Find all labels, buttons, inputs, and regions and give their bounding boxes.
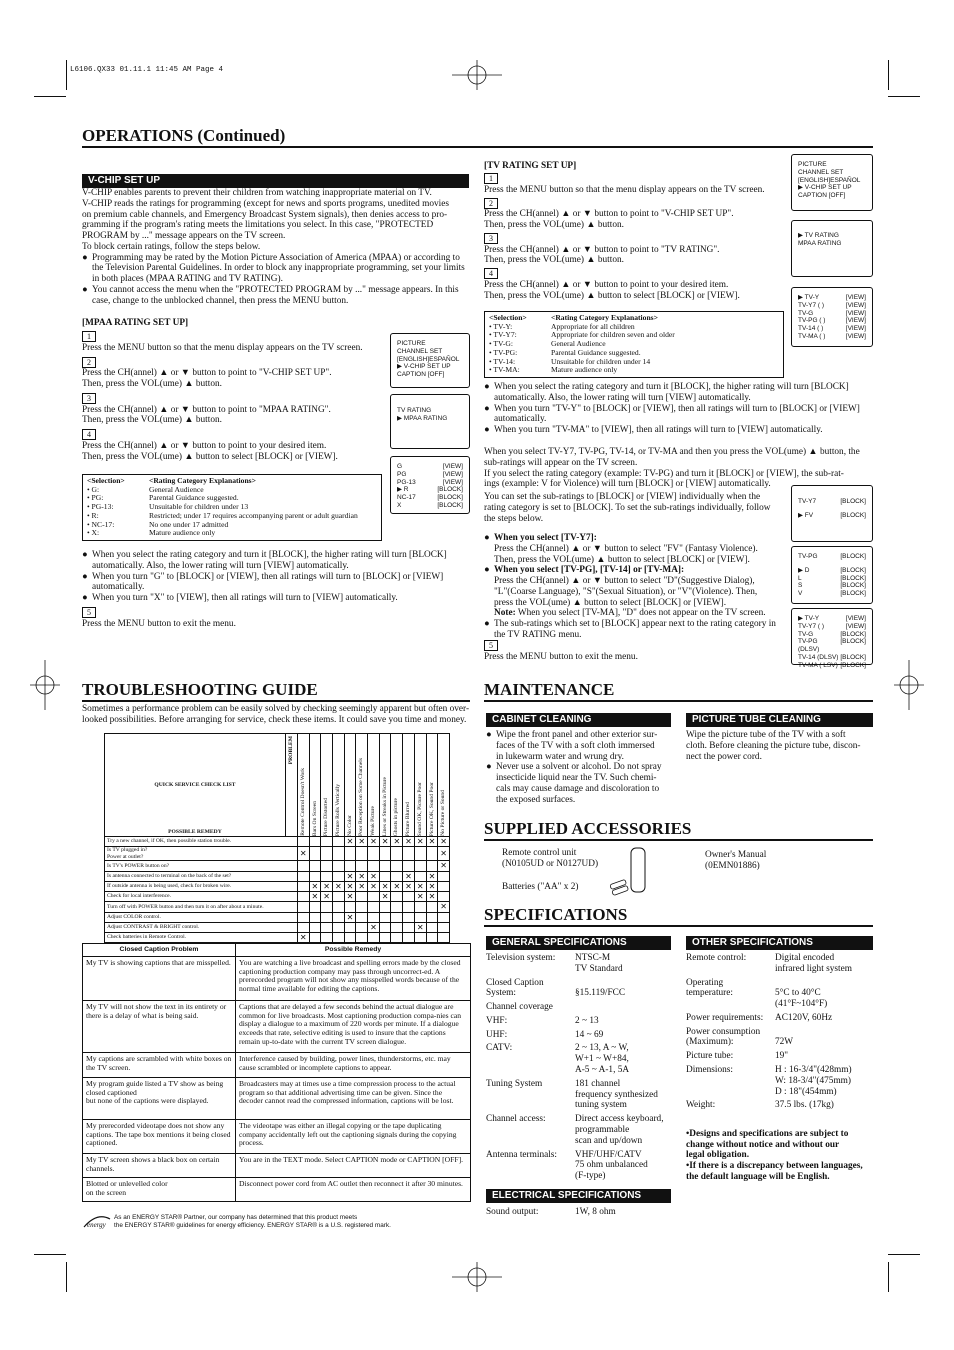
mpaa-rating-screen: TV RATING ▶ MPAA RATING bbox=[390, 394, 470, 449]
table-row bbox=[105, 933, 450, 943]
check-mark-cell bbox=[414, 871, 426, 881]
check-mark-cell bbox=[426, 861, 438, 871]
remedy-cell: Adjust CONTRAST & BRIGHT control. bbox=[105, 922, 298, 932]
check-mark-cell bbox=[297, 922, 309, 932]
check-mark-cell: ✕ bbox=[297, 933, 309, 943]
remedy-cell: Is antenna connected to terminal on the back of the set? bbox=[105, 871, 298, 881]
tv-y7-screen: TV-Y7 [BLOCK] ▶ FV [BLOCK] bbox=[791, 485, 873, 542]
check-mark-cell bbox=[332, 902, 344, 912]
tv-sub-steps: ● When you select [TV-Y7]: Press the CH(annel) ▲ or ▼ button to select "FV" (Fantasy Violence). Then, press the VOL(ume) ▲ button to select [BLOCK] or [VIEW]. ● When you select [TV-PG], [TV-14] or [TV-MA]: Press the CH(annel) ▲ or ▼ button to select "D"(Suggestive Dialog), "L"(Coarse Language), "S"(Sexual Situation), or "V"(Violence). Then, press the VOL(ume) ▲ button to select [BLOCK] or [VIEW]. Note: When you select [TV-MA], "D" does not appear on the TV screen. ● The sub-ratings which set to [BLOCK] appear next to the rating category in the TV RATING menu. bbox=[484, 533, 789, 641]
check-mark-cell: ✕ bbox=[356, 871, 368, 881]
problem-column-header: No Color bbox=[344, 734, 356, 837]
mpaa-selection-table: <Selection> <Rating Category Explanations> • G: General Audience • PG: Parental Guidance suggested. • PG-13: Unsuitable for children under 13 • R: Restricted; under 17 requires accompanying parent or adult guardian • NC-17: No one under 17 admitted • X: Mature audience only bbox=[82, 474, 382, 541]
tv-rating-screen: ▶ TV RATING MPAA RATING bbox=[791, 220, 873, 277]
check-mark-cell bbox=[344, 847, 356, 861]
check-mark-cell bbox=[321, 912, 333, 922]
mpaa-steps bbox=[82, 331, 382, 463]
check-mark-cell bbox=[332, 922, 344, 932]
svg-text:energy: energy bbox=[87, 1221, 106, 1229]
operations-title: OPERATIONS (Continued) bbox=[82, 126, 286, 145]
check-mark-cell bbox=[332, 847, 344, 861]
check-mark-cell bbox=[297, 871, 309, 881]
table-row bbox=[105, 902, 450, 912]
check-mark-cell bbox=[438, 881, 450, 891]
check-mark-cell bbox=[379, 933, 391, 943]
check-mark-cell bbox=[297, 912, 309, 922]
check-mark-cell: ✕ bbox=[332, 881, 344, 891]
step-item: 2 Press the CH(annel) ▲ or ▼ button to point to "V-CHIP SET UP". Then, press the VOL(ume) ▲ button. bbox=[82, 357, 332, 390]
check-mark-cell: ✕ bbox=[321, 892, 333, 902]
check-mark-cell: ✕ bbox=[309, 892, 321, 902]
check-mark-cell: ✕ bbox=[403, 837, 415, 847]
check-mark-cell: ✕ bbox=[438, 902, 450, 912]
check-mark-cell: ✕ bbox=[414, 837, 426, 847]
check-mark-cell bbox=[344, 902, 356, 912]
check-mark-cell: ✕ bbox=[344, 912, 356, 922]
table-row bbox=[105, 912, 450, 922]
table-row bbox=[105, 922, 450, 932]
spec-row: Remote control: Digital encoded infrared light system bbox=[686, 953, 852, 974]
electrical-specs: Sound output: 1W, 8 ohm bbox=[486, 1207, 616, 1217]
check-mark-cell bbox=[403, 912, 415, 922]
remedy-cell: Is TV's POWER button on? bbox=[105, 861, 298, 871]
table-row bbox=[105, 881, 450, 891]
check-mark-cell: ✕ bbox=[368, 881, 380, 891]
cabinet-cleaning-bar: CABINET CLEANING bbox=[486, 713, 671, 727]
check-mark-cell: ✕ bbox=[379, 837, 391, 847]
check-mark-cell bbox=[391, 847, 403, 861]
check-mark-cell bbox=[297, 881, 309, 891]
check-mark-cell: ✕ bbox=[344, 892, 356, 902]
spec-row: Picture tube: 19" bbox=[686, 1051, 789, 1062]
remedy-cell: Is TV plugged in? Power at outlet? bbox=[105, 847, 298, 861]
step-item: 3 Press the CH(annel) ▲ or ▼ button to point to "MPAA RATING". Then, press the VOL(ume) ▲ button. bbox=[82, 393, 331, 426]
picture-tube-cleaning-bar: PICTURE TUBE CLEANING bbox=[686, 713, 873, 727]
spec-row: Power requirements: AC120V, 60Hz bbox=[686, 1012, 833, 1023]
table-row: My program guide listed a TV show as being closed captioned but none of the captions were displayed. Broadcasters may at times use a time compression process to the actual program so that additional advertising time can be given. Since the decoder cannot read the compressed information, captions will be lost. bbox=[83, 1077, 471, 1119]
check-mark-cell bbox=[332, 837, 344, 847]
step-item: 1 Press the MENU button so that the menu display appears on the TV screen. bbox=[484, 174, 765, 195]
manual-accessory: Owner's Manual (0EMN01886) bbox=[705, 850, 767, 871]
table-row bbox=[105, 892, 450, 902]
batteries-accessory: Batteries ("AA" x 2) bbox=[502, 882, 579, 892]
check-mark-cell bbox=[297, 892, 309, 902]
tv-steps bbox=[484, 173, 784, 302]
quick-service-checklist bbox=[104, 733, 450, 943]
check-mark-cell: ✕ bbox=[414, 881, 426, 891]
check-mark-cell bbox=[368, 847, 380, 861]
tv-sub-list-screen: ▶ TV-Y [VIEW] TV-Y7 ( ) [VIEW] TV-G [BLOCK] TV-PG (DLSV) [BLOCK] TV-14 (DLSV) [BLOCK] TV-MA ( LSV) [BLOCK] bbox=[791, 608, 873, 665]
check-mark-cell: ✕ bbox=[321, 881, 333, 891]
mpaa-menu-screen: PICTURE CHANNEL SET [ENGLISH]ESPAÑOL ▶ V-CHIP SET UP CAPTION [OFF] bbox=[390, 333, 470, 388]
check-mark-cell bbox=[309, 837, 321, 847]
check-mark-cell bbox=[438, 871, 450, 881]
check-mark-cell bbox=[356, 912, 368, 922]
remedy-cell: If outside antenna is being used, check for broken wire. bbox=[105, 881, 298, 891]
check-mark-cell bbox=[391, 861, 403, 871]
table-row bbox=[105, 837, 450, 847]
check-mark-cell: ✕ bbox=[356, 881, 368, 891]
tv-list-screen: ▶ TV-Y [VIEW] TV-Y7 ( ) [VIEW] TV-G [VIEW] TV-PG ( ) [VIEW] TV-14 ( ) [VIEW] TV-MA ( ) [VIEW] bbox=[791, 287, 873, 347]
check-mark-cell bbox=[332, 861, 344, 871]
energy-star-notice: energy As an ENERGY STAR® Partner, our company has determined that this product meets the ENERGY STAR® guidelines for energy efficiency. ENERGY STAR® is a U.S. registered mark. bbox=[82, 1214, 391, 1230]
check-mark-cell bbox=[368, 933, 380, 943]
table-row: Blotted or unlevelled color on the screen Disconnect power cord from AC outlet then reconnect it after 30 minutes. bbox=[83, 1177, 471, 1201]
check-mark-cell bbox=[426, 922, 438, 932]
spec-row: Weight: 37.5 lbs. (17kg) bbox=[686, 1100, 834, 1111]
check-mark-cell: ✕ bbox=[344, 881, 356, 891]
check-mark-cell bbox=[403, 861, 415, 871]
quick-service-title: QUICK SERVICE CHECK LIST bbox=[154, 781, 236, 788]
mpaa-step5: 5 Press the MENU button to exit the menu. bbox=[82, 608, 236, 629]
check-mark-cell bbox=[321, 922, 333, 932]
registration-mark-top bbox=[452, 60, 502, 90]
general-specs bbox=[486, 953, 681, 1185]
check-mark-cell bbox=[414, 933, 426, 943]
remedy-cell: Turn off with POWER button and then turn it on after about a minute. bbox=[105, 902, 298, 912]
check-mark-cell bbox=[438, 922, 450, 932]
check-mark-cell bbox=[321, 861, 333, 871]
problem-column-header: Remote Control Doesn't Work bbox=[297, 734, 309, 837]
spec-row: Tuning System 181 channel frequency synthesized tuning system bbox=[486, 1078, 658, 1111]
picture-tube-cleaning-text: Wipe the picture tube of the TV with a soft cloth. Before cleaning the picture tube, discon- nect the power cord. bbox=[686, 730, 861, 762]
check-mark-cell: ✕ bbox=[309, 881, 321, 891]
check-mark-cell bbox=[379, 902, 391, 912]
check-mark-cell bbox=[438, 892, 450, 902]
check-mark-cell: ✕ bbox=[379, 892, 391, 902]
troubleshooting-title: TROUBLESHOOTING GUIDE bbox=[82, 680, 318, 699]
check-mark-cell bbox=[356, 861, 368, 871]
other-specs bbox=[686, 953, 881, 1114]
check-mark-cell bbox=[321, 837, 333, 847]
problem-column-header: Picture Distorted bbox=[321, 734, 333, 837]
check-mark-cell bbox=[403, 933, 415, 943]
check-mark-cell bbox=[309, 933, 321, 943]
tv-step5: 5 Press the MENU button to exit the menu. bbox=[484, 641, 638, 662]
spec-row: Operating temperature: 5°C to 40°C (41°F~104°F) bbox=[686, 977, 828, 1010]
other-specs-bar: OTHER SPECIFICATIONS bbox=[686, 936, 873, 950]
electrical-specs-bar: ELECTRICAL SPECIFICATIONS bbox=[486, 1189, 671, 1203]
registration-mark-left bbox=[30, 660, 60, 710]
check-mark-cell bbox=[414, 912, 426, 922]
step-item: 2 Press the CH(annel) ▲ or ▼ button to point to "V-CHIP SET UP". Then, press the VOL(ume) ▲ button. bbox=[484, 198, 734, 231]
check-mark-cell: ✕ bbox=[344, 871, 356, 881]
check-mark-cell bbox=[309, 922, 321, 932]
table-row bbox=[105, 861, 450, 871]
check-mark-cell: ✕ bbox=[403, 871, 415, 881]
check-mark-cell bbox=[321, 847, 333, 861]
remote-accessory: Remote control unit (N0105UD or N0127UD) bbox=[502, 848, 599, 869]
check-mark-cell bbox=[321, 933, 333, 943]
problem-column-header: Bars On Screen bbox=[309, 734, 321, 837]
check-mark-cell: ✕ bbox=[414, 922, 426, 932]
check-mark-cell: ✕ bbox=[391, 837, 403, 847]
check-mark-cell bbox=[344, 861, 356, 871]
check-mark-cell bbox=[403, 922, 415, 932]
spec-row: Dimensions: H : 16-3/4"(428mm) W: 18-3/4"(475mm) D : 18"(454mm) bbox=[686, 1065, 852, 1097]
table-row bbox=[105, 847, 450, 861]
problem-column-header: Ghosts in picture bbox=[391, 734, 403, 837]
check-mark-cell bbox=[403, 847, 415, 861]
table-row: My TV will not show the text in its entirety or there is a delay of what is being said. Captions that are delayed a few seconds behind the actual dialogue are common for live broadcasts. Most captioning production compa-nies can display a dialogue to a maximum of 220 words per minute. If a dialogue exceeds that rate, selective editing is used to insure that the captions remain up-to-date with the current TV screen dialogue. bbox=[83, 1000, 471, 1052]
mpaa-list-screen: G [VIEW] PG [VIEW] PG-13 [VIEW] ▶ R [BLOCK] NC-17 [BLOCK] X [BLOCK] bbox=[390, 456, 470, 514]
check-mark-cell bbox=[356, 892, 368, 902]
problem-column-header: Picture Rolls Vertically bbox=[332, 734, 344, 837]
problem-column-header: Picture Blurred bbox=[403, 734, 415, 837]
check-mark-cell bbox=[426, 912, 438, 922]
spec-row: Closed Caption System: §15.119/FCC bbox=[486, 977, 626, 999]
tv-bullets: ● When you select the rating category and turn it [BLOCK], the higher rating will turn [BLOCK] automatically. Also, the lower rating will turn [VIEW] automatically. ● When you turn "TV-Y" to [BLOCK] or [VIEW], then all ratings will turn to [BLOCK] or [VIEW] automatically. ● When you turn "TV-MA" to [VIEW], then all ratings will turn to [VIEW] automatically. bbox=[484, 382, 874, 436]
spec-row: Television system: NTSC-M TV Standard bbox=[486, 953, 623, 974]
check-mark-cell bbox=[332, 871, 344, 881]
possible-remedy-label: POSSIBLE REMEDY bbox=[168, 828, 222, 835]
check-mark-cell: ✕ bbox=[426, 837, 438, 847]
problem-column-header: Lines or Streaks in Picture bbox=[379, 734, 391, 837]
spec-notes: •Designs and specifications are subject to change without notice and without our legal obligation. •If there is a discrepancy between languages, the default language will be English. bbox=[686, 1128, 863, 1182]
check-mark-cell bbox=[438, 912, 450, 922]
registration-mark-right bbox=[894, 660, 924, 710]
check-mark-cell bbox=[297, 902, 309, 912]
check-mark-cell bbox=[356, 922, 368, 932]
check-mark-cell bbox=[438, 933, 450, 943]
check-mark-cell bbox=[332, 912, 344, 922]
check-mark-cell: ✕ bbox=[297, 847, 309, 861]
vchip-bar: V-CHIP SET UP bbox=[82, 174, 469, 188]
general-specs-bar: GENERAL SPECIFICATIONS bbox=[486, 936, 671, 950]
check-mark-cell bbox=[414, 902, 426, 912]
check-mark-cell bbox=[426, 847, 438, 861]
spec-row: Channel coverage bbox=[486, 1002, 553, 1013]
file-slug: L6106.QX33 01.11.1 11:45 AM Page 4 bbox=[70, 66, 224, 74]
check-mark-cell: ✕ bbox=[391, 881, 403, 891]
problem-column-header: No Picture or Sound bbox=[438, 734, 450, 837]
check-mark-cell bbox=[309, 861, 321, 871]
check-mark-cell bbox=[379, 861, 391, 871]
tv-subrating-para-2: You can set the sub-ratings to [BLOCK] or [VIEW] individually when the rating category is set to [BLOCK]. To set the sub-ratings individually, follow the steps below. bbox=[484, 492, 771, 524]
vchip-note: ● Programming may be rated by the Motion Picture Association of America (MPAA) or according to the Television Parental Guidelines. In order to block any inappropriate programming, set your limits in both places (MPAA RATING and TV RATING). bbox=[82, 253, 472, 285]
step-item: 4 Press the CH(annel) ▲ or ▼ button to point to your desired item. Then, press the VOL(ume) ▲ button to select [BLOCK] or [VIEW]. bbox=[484, 269, 740, 301]
check-mark-cell: ✕ bbox=[368, 922, 380, 932]
check-mark-cell bbox=[309, 912, 321, 922]
vchip-intro: V-CHIP enables parents to prevent their children from watching inappropriate material on TV. V-CHIP reads the ratings for programming (except for news and sports programs, unedited movies on premium cable channels, and Emergency Broadcast System signals), then denies access to pro- gramming if the program's rating meets the limitations you select. In this case, "PROTECTED PROGRAM by ..." message appears on the TV screen. To block certain ratings, follow the steps below. ● Programming may be rated by the Motion Picture Association of America (MPAA) or according to the Television Parental Guidelines. In order to block any inappropriate programming, set your limits in both places (MPAA RATING and TV RATING). ● You cannot access the menu when the "PROTECTED PROGRAM by ..." message appears. In this case, change to the unblocked channel, then press the MENU button. bbox=[82, 188, 472, 307]
check-mark-cell bbox=[368, 912, 380, 922]
table-row: My TV screen shows a black box on certain channels. You are in the TEXT mode. Select CAPTION mode or CAPTION [OFF]. bbox=[83, 1153, 471, 1177]
check-mark-cell bbox=[344, 933, 356, 943]
check-mark-cell bbox=[332, 933, 344, 943]
check-mark-cell bbox=[309, 847, 321, 861]
check-mark-cell: ✕ bbox=[438, 847, 450, 861]
check-mark-cell bbox=[391, 902, 403, 912]
tv-menu-screen: PICTURE CHANNEL SET [ENGLISH]ESPAÑOL ▶ V-CHIP SET UP CAPTION [OFF] bbox=[791, 154, 873, 211]
check-mark-cell bbox=[391, 933, 403, 943]
troubleshooting-intro: Sometimes a performance problem can be easily solved by checking seemingly apparent but often over- looked possibilities. Before arranging for service, check these items. It could save you time and money. bbox=[82, 704, 470, 725]
remedy-cell: Adjust COLOR control. bbox=[105, 912, 298, 922]
check-mark-cell bbox=[426, 902, 438, 912]
check-mark-cell bbox=[356, 933, 368, 943]
check-mark-cell bbox=[368, 861, 380, 871]
check-mark-cell bbox=[403, 902, 415, 912]
closed-caption-table: Closed Caption Problem Possible Remedy My TV is showing captions that are misspelled. You are watching a live broadcast and spelling errors made by the closed captioning production company may pass through uncorrect-ed. A prerecorded program will not show any misspelled words because of the normal time available for editing the captions. My TV will not show the text in its entirety or there is a delay of what is being said. Captions that are delayed a few seconds behind the actual dialogue are common for live broadcasts. Most captioning production compa-nies can display a dialogue to a maximum of 220 words per minute. If a dialogue exceeds that rate, selective editing is used to insure that the captions remain up-to-date with the current TV screen dialogue. My captions are scrambled with white boxes on the TV screen. Interference caused by building, power lines, thunderstorms, etc. may cause scrambled or incomplete captions to appear. My program guide listed a TV show as being closed captioned but none of the captions were displayed. Broadcasters may at times use a time compression process to the actual program so that additional advertising time can be given. Since the decoder cannot read the compressed information, captions will be lost. My prerecorded videotape does not show any captions. The tape box mentions it being closed captioned. The videotape was either an illegal copying or the tape duplicating company accidentally left out the captioning signals during the copying process. My TV screen shows a black box on certain channels. You are in the TEXT mode. Select CAPTION mode or CAPTION [OFF]. Blotted or unlevelled color on the screen Disconnect power cord from AC outlet then reconnect it after 30 minutes. bbox=[82, 943, 471, 1202]
registration-mark-bottom bbox=[452, 1262, 502, 1292]
check-mark-cell bbox=[379, 912, 391, 922]
table-row bbox=[105, 871, 450, 881]
check-mark-cell bbox=[368, 892, 380, 902]
check-mark-cell bbox=[356, 847, 368, 861]
tv-selection-table: <Selection> <Rating Category Explanations> • TV-Y: Appropriate for all children • TV-Y7: Appropriate for children seven and older • TV-G: General Audience • TV-PG: Parental Guidance suggested. • TV-14: Unsuitable for children under 14 • TV-MA: Mature audience only bbox=[484, 311, 784, 378]
check-mark-cell: ✕ bbox=[368, 837, 380, 847]
check-mark-cell bbox=[414, 847, 426, 861]
tv-pg-screen: TV-PG [BLOCK] ▶ D [BLOCK] L [BLOCK] S [BLOCK] V [BLOCK] bbox=[791, 546, 873, 604]
spec-row: CATV: 2 ~ 13, A ~ W, W+1 ~ W+84, A-5 ~ A-1, 5A bbox=[486, 1043, 630, 1076]
table-row: My prerecorded videotape does not show any captions. The tape box mentions it being closed captioned. The videotape was either an illegal copying or the tape duplicating company accidentally left out the captioning signals during the copying process. bbox=[83, 1119, 471, 1153]
remedy-cell: Check for local interference. bbox=[105, 892, 298, 902]
maintenance-title: MAINTENANCE bbox=[484, 680, 615, 699]
check-mark-cell: ✕ bbox=[426, 892, 438, 902]
table-row: My TV is showing captions that are misspelled. You are watching a live broadcast and spelling errors made by the closed captioning production company may pass through uncorrect-ed. A prerecorded program will not show any misspelled words because of the normal time available for editing the captions. bbox=[83, 956, 471, 1000]
check-mark-cell: ✕ bbox=[426, 881, 438, 891]
problem-column-header: Weak Picture bbox=[368, 734, 380, 837]
check-mark-cell bbox=[379, 922, 391, 932]
energy-star-logo-icon bbox=[82, 1214, 112, 1230]
check-mark-cell bbox=[403, 892, 415, 902]
spec-row: VHF: 2 ~ 13 bbox=[486, 1015, 599, 1026]
step-item: 1 Press the MENU button so that the menu display appears on the TV screen. bbox=[82, 332, 363, 353]
check-mark-cell bbox=[309, 902, 321, 912]
tv-heading: [TV RATING SET UP] bbox=[484, 161, 577, 171]
step-item: 3 Press the CH(annel) ▲ or ▼ button to point to "TV RATING". Then, press the VOL(ume) ▲ button. bbox=[484, 233, 720, 266]
check-mark-cell: ✕ bbox=[356, 837, 368, 847]
check-mark-cell bbox=[344, 922, 356, 932]
check-mark-cell bbox=[426, 933, 438, 943]
problem-column-header: Sound OK, Picture Poor bbox=[414, 734, 426, 837]
check-mark-cell bbox=[391, 912, 403, 922]
check-mark-cell: ✕ bbox=[379, 881, 391, 891]
spec-row: UHF: 14 ~ 69 bbox=[486, 1029, 604, 1040]
check-mark-cell: ✕ bbox=[426, 871, 438, 881]
spec-row: Power consumption (Maximum): 72W bbox=[686, 1026, 794, 1048]
step-item: 4 Press the CH(annel) ▲ or ▼ button to point to your desired item. Then, press the VOL(ume) ▲ button to select [BLOCK] or [VIEW]. bbox=[82, 430, 338, 462]
check-mark-cell bbox=[414, 861, 426, 871]
remedy-cell: Try a new channel, if OK, then possible station trouble. bbox=[105, 837, 298, 847]
check-mark-cell bbox=[309, 871, 321, 881]
check-mark-cell bbox=[332, 892, 344, 902]
check-mark-cell bbox=[391, 871, 403, 881]
spec-row: Antenna terminals: VHF/UHF/CATV 75 ohm unbalanced (F-type) bbox=[486, 1149, 648, 1182]
check-mark-cell bbox=[379, 871, 391, 881]
check-mark-cell bbox=[368, 902, 380, 912]
tv-subrating-para: When you select TV-Y7, TV-PG, TV-14, or TV-MA and then you press the VOL(ume) ▲ button, the sub-ratings will appear on the TV screen. If you select the rating category (example: TV-PG) and turn it [BLOCK] or [VIEW], the sub-rat- ings (example: V for Violence) will turn [BLOCK] or [VIEW] automatically. bbox=[484, 447, 860, 490]
mpaa-heading: [MPAA RATING SET UP] bbox=[82, 318, 189, 328]
vchip-note: ● You cannot access the menu when the "PROTECTED PROGRAM by ..." message appears. In this case, change to the unblocked channel, then press the MENU button. bbox=[82, 285, 472, 307]
check-mark-cell bbox=[321, 871, 333, 881]
specifications-title: SPECIFICATIONS bbox=[484, 905, 628, 924]
remote-and-batteries-icon bbox=[607, 846, 657, 896]
check-mark-cell bbox=[297, 861, 309, 871]
check-mark-cell: ✕ bbox=[344, 837, 356, 847]
check-mark-cell bbox=[321, 902, 333, 912]
check-mark-cell: ✕ bbox=[414, 892, 426, 902]
check-mark-cell bbox=[391, 922, 403, 932]
remedy-cell: Check batteries in Remote Control. bbox=[105, 933, 298, 943]
spec-row: Channel access: Direct access keyboard, programmable scan and up/down bbox=[486, 1114, 664, 1146]
check-mark-cell bbox=[379, 847, 391, 861]
problem-column-header: Picture OK, Sound Poor bbox=[426, 734, 438, 837]
mpaa-bullets: ● When you select the rating category and turn it [BLOCK], the higher rating will turn [BLOCK] automatically. Also, the lower rating will turn [VIEW] automatically. ● When you turn "G" to [BLOCK] or [VIEW], then all ratings will turn to [BLOCK] or [VIEW] automatically. ● When you turn "X" to [VIEW], then all ratings will turn to [VIEW] automatically. bbox=[82, 550, 472, 604]
check-mark-cell: ✕ bbox=[438, 837, 450, 847]
problem-column-header: Poor Reception on Some Channels bbox=[356, 734, 368, 837]
table-row: My captions are scrambled with white boxes on the TV screen. Interference caused by building, power lines, thunderstorms, etc. may cause scrambled or incomplete captions to appear. bbox=[83, 1052, 471, 1077]
check-mark-cell: ✕ bbox=[403, 881, 415, 891]
cabinet-cleaning-text: ● Wipe the front panel and other exterior sur- faces of the TV with a soft cloth immersed in lukewarm water and wrung dry. ● Never use a solvent or alcohol. Do not spray insecticide liquid near the TV. Such chemi- cals may cause damage and discoloration to the exposed surfaces. bbox=[486, 730, 676, 805]
check-mark-cell bbox=[391, 892, 403, 902]
check-mark-cell bbox=[297, 837, 309, 847]
check-mark-cell: ✕ bbox=[368, 871, 380, 881]
check-mark-cell bbox=[356, 902, 368, 912]
problem-label: PROBLEM bbox=[287, 736, 294, 765]
accessories-title: SUPPLIED ACCESSORIES bbox=[484, 819, 692, 838]
check-mark-cell: ✕ bbox=[438, 861, 450, 871]
